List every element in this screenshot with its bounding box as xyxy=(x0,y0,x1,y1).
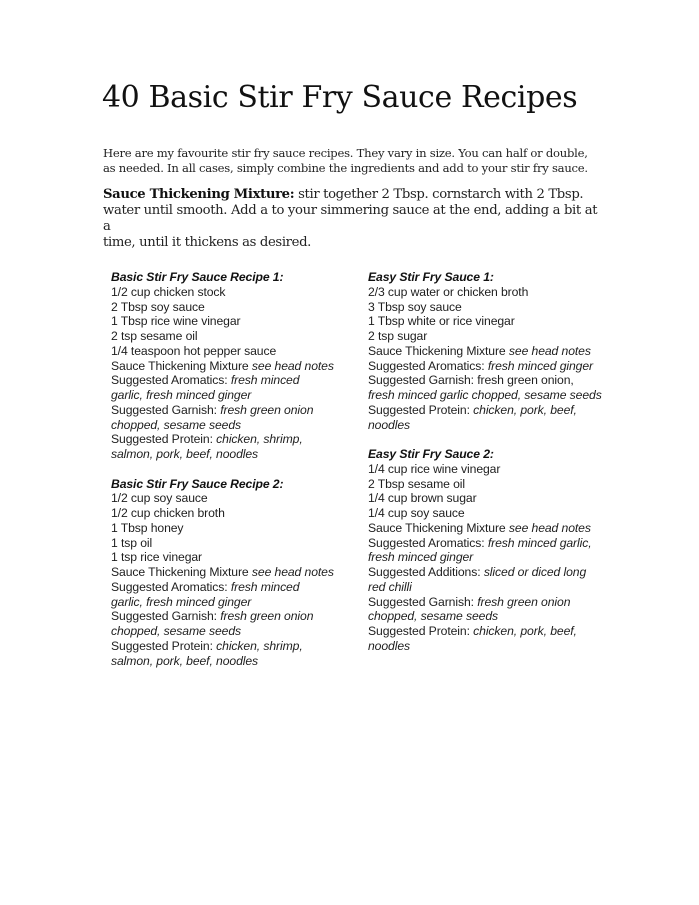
ingredient: 3 Tbsp soy sauce xyxy=(368,299,462,314)
intro-line: Here are my favourite stir fry sauce recipes. They vary in size. You can half or double, xyxy=(103,146,588,160)
additions-line xyxy=(368,565,613,580)
ingredient: 1/4 cup soy sauce xyxy=(368,506,465,520)
thickening-note: see head notes xyxy=(251,565,334,579)
recipe-title: Easy Stir Fry Sauce 2: xyxy=(368,447,494,461)
protein-value: chicken, shrimp, xyxy=(216,638,303,653)
protein-value: salmon, pork, beef, noodles xyxy=(111,653,259,668)
ingredient: 1/2 cup chicken stock xyxy=(111,284,226,299)
aromatics-value: garlic, fresh minced ginger xyxy=(111,594,252,609)
recipes-column-left xyxy=(111,270,356,683)
thickening-label: Sauce Thickening Mixture: xyxy=(103,187,295,202)
recipe-easy-1 xyxy=(368,270,613,432)
protein-value: chicken, pork, beef, xyxy=(473,624,577,638)
protein-line xyxy=(111,432,356,447)
aromatics-label: Suggested Aromatics: xyxy=(368,535,488,550)
protein-value: chicken, pork, beef, xyxy=(473,402,577,417)
page-title: 40 Basic Stir Fry Sauce Recipes xyxy=(102,80,578,115)
protein-value: salmon, pork, beef, noodles xyxy=(111,447,259,461)
garnish-line xyxy=(368,373,613,388)
ingredient: 1/4 cup brown sugar xyxy=(368,491,477,506)
protein-label: Suggested Protein: xyxy=(368,402,474,417)
garnish-label: Suggested Garnish: xyxy=(368,373,478,388)
thickening-label: Sauce Thickening Mixture xyxy=(368,520,509,535)
thickening-line xyxy=(368,521,613,536)
ingredient: 2 Tbsp soy sauce xyxy=(111,299,205,314)
protein-label: Suggested Protein: xyxy=(368,624,474,638)
additions-value: red chilli xyxy=(368,579,412,594)
ingredient: 2/3 cup water or chicken broth xyxy=(368,284,529,299)
garnish-value: chopped, sesame seeds xyxy=(111,417,242,432)
aromatics-line xyxy=(111,580,356,595)
garnish-line xyxy=(368,595,613,610)
garnish-line xyxy=(111,609,356,624)
additions-value: sliced or diced long xyxy=(483,565,587,579)
thickening-note: see head notes xyxy=(508,343,591,358)
aromatics-line xyxy=(368,359,613,374)
thickening-note: see head notes xyxy=(508,520,591,535)
recipe-title: Basic Stir Fry Sauce Recipe 1: xyxy=(111,270,284,284)
thickening-text: time, until it thickens as desired. xyxy=(103,235,312,250)
protein-line xyxy=(368,624,613,639)
garnish-value: chopped, sesame seeds xyxy=(111,624,242,638)
recipe-title: Basic Stir Fry Sauce Recipe 2: xyxy=(111,476,284,491)
garnish-value: fresh minced garlic chopped, sesame seeds xyxy=(368,388,602,402)
thickening-label: Sauce Thickening Mixture xyxy=(111,358,252,373)
thickening-label: Sauce Thickening Mixture xyxy=(368,343,509,358)
ingredient: 1 tsp rice vinegar xyxy=(111,550,203,565)
recipe-basic-2 xyxy=(111,477,356,669)
garnish-value: fresh green onion xyxy=(477,594,571,609)
garnish-value: fresh green onion xyxy=(220,402,314,417)
thickening-text: stir together 2 Tbsp. cornstarch with 2 Tbsp. xyxy=(294,187,584,202)
garnish-value: chopped, sesame seeds xyxy=(368,609,499,624)
protein-line xyxy=(111,639,356,654)
ingredient: 2 tsp sesame oil xyxy=(111,329,198,343)
additions-label: Suggested Additions: xyxy=(368,565,484,579)
garnish-value: fresh green onion, xyxy=(477,373,574,388)
garnish-label: Suggested Garnish: xyxy=(368,594,478,609)
garnish-label: Suggested Garnish: xyxy=(111,402,221,417)
protein-value: chicken, shrimp, xyxy=(216,432,303,447)
thickening-line xyxy=(111,359,356,374)
aromatics-label: Suggested Aromatics: xyxy=(368,358,488,373)
ingredient: 1 Tbsp rice wine vinegar xyxy=(111,314,241,329)
protein-label: Suggested Protein: xyxy=(111,638,217,653)
protein-value: noodles xyxy=(368,417,410,432)
aromatics-value: fresh minced xyxy=(230,579,300,594)
thickening-text: water until smooth. Add a to your simmering sauce at the end, adding a bit at a xyxy=(103,203,598,234)
aromatics-value: fresh minced ginger xyxy=(487,358,593,373)
recipe-basic-1 xyxy=(111,270,356,462)
thickening-line xyxy=(368,344,613,359)
garnish-label: Suggested Garnish: xyxy=(111,609,221,624)
thickening-note xyxy=(103,187,603,251)
ingredient: 2 Tbsp sesame oil xyxy=(368,476,465,491)
aromatics-line xyxy=(111,373,356,388)
ingredient: 1 Tbsp honey xyxy=(111,520,184,535)
aromatics-value: fresh minced xyxy=(230,373,300,388)
ingredient: 1 tsp oil xyxy=(111,535,153,550)
recipe-title: Easy Stir Fry Sauce 1: xyxy=(368,270,494,284)
recipes-column-right xyxy=(368,270,613,668)
aromatics-line xyxy=(368,536,613,551)
garnish-line xyxy=(111,403,356,418)
thickening-label: Sauce Thickening Mixture xyxy=(111,565,252,579)
aromatics-value: fresh minced ginger xyxy=(368,550,474,565)
ingredient: 1 Tbsp white or rice vinegar xyxy=(368,314,515,329)
intro-line: as needed. In all cases, simply combine the ingredients and add to your stir fry sauce. xyxy=(103,161,588,175)
thickening-line xyxy=(111,565,356,580)
aromatics-value: garlic, fresh minced ginger xyxy=(111,388,252,402)
aromatics-label: Suggested Aromatics: xyxy=(111,373,231,388)
ingredient: 1/4 teaspoon hot pepper sauce xyxy=(111,343,277,358)
ingredient: 1/4 cup rice wine vinegar xyxy=(368,461,501,476)
garnish-value: fresh green onion xyxy=(220,609,314,624)
protein-line xyxy=(368,403,613,418)
aromatics-label: Suggested Aromatics: xyxy=(111,579,231,594)
intro-paragraph xyxy=(103,146,603,176)
aromatics-value: fresh minced garlic, xyxy=(487,535,592,550)
ingredient: 1/2 cup soy sauce xyxy=(111,491,208,506)
protein-label: Suggested Protein: xyxy=(111,432,217,447)
ingredient: 2 tsp sugar xyxy=(368,329,428,343)
ingredient: 1/2 cup chicken broth xyxy=(111,506,225,520)
protein-value: noodles xyxy=(368,638,410,653)
recipe-easy-2 xyxy=(368,447,613,654)
thickening-note: see head notes xyxy=(251,358,334,373)
